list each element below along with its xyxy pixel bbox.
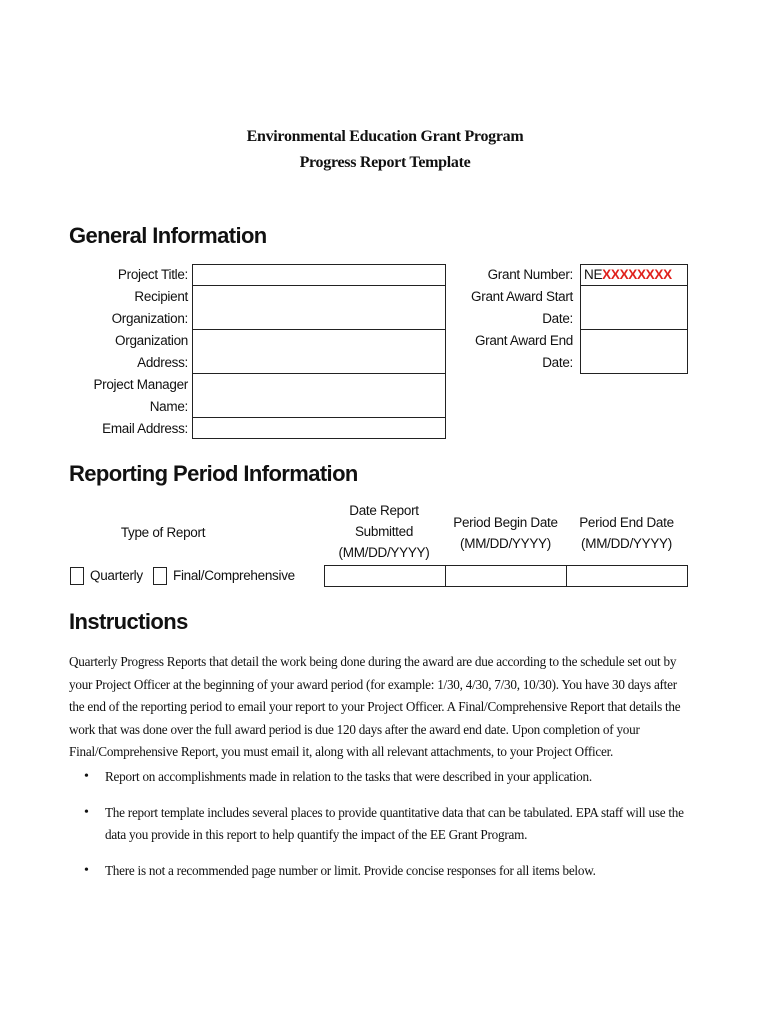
bullet-item: • The report template includes several places to provide quantitative data that can be tabulated. EPA staff will use the data you provide in this report to help quantify the impact of the EE Grant Program. bbox=[84, 802, 694, 847]
instructions-bullet-list bbox=[84, 766, 694, 895]
title-line-2: Progress Report Template bbox=[299, 154, 471, 171]
date-submitted-field[interactable] bbox=[324, 565, 446, 587]
quarterly-label: Quarterly bbox=[90, 568, 143, 583]
project-title-field[interactable] bbox=[192, 264, 446, 286]
manager-label-line2: Name: bbox=[149, 399, 188, 414]
recipient-organization-field[interactable] bbox=[192, 285, 446, 330]
reporting-period-heading: Reporting Period Information bbox=[69, 461, 358, 486]
period-end-line1: Period End Date bbox=[579, 515, 674, 530]
address-label-line1: Organization bbox=[115, 333, 188, 348]
address-label-line2: Address: bbox=[137, 355, 188, 370]
period-begin-line1: Period Begin Date bbox=[453, 515, 558, 530]
project-manager-field[interactable] bbox=[192, 373, 446, 418]
start-date-label-line2: Date: bbox=[542, 311, 573, 326]
final-comprehensive-label: Final/Comprehensive bbox=[173, 568, 295, 583]
bullet-item: • There is not a recommended page number or limit. Provide concise responses for all items below. bbox=[84, 860, 694, 883]
quarterly-checkbox[interactable] bbox=[70, 567, 84, 585]
date-submitted-line3: (MM/DD/YYYY) bbox=[338, 545, 430, 560]
project-title-label: Project Title: bbox=[117, 267, 188, 282]
bullet-item: • Report on accomplishments made in relation to the tasks that were described in your application. bbox=[84, 766, 694, 789]
title-line-1: Environmental Education Grant Program bbox=[246, 128, 524, 145]
manager-label-line1: Project Manager bbox=[93, 377, 188, 392]
start-date-label-line1: Grant Award Start bbox=[471, 289, 573, 304]
grant-end-date-field[interactable] bbox=[580, 329, 688, 374]
grant-number-label: Grant Number: bbox=[487, 267, 573, 282]
organization-address-field[interactable] bbox=[192, 329, 446, 374]
general-information-heading: General Information bbox=[69, 223, 267, 248]
grant-number-prefix: NE bbox=[584, 267, 603, 282]
final-comprehensive-checkbox[interactable] bbox=[153, 567, 167, 585]
grant-number-placeholder: XXXXXXXX bbox=[602, 267, 672, 282]
email-label: Email Address: bbox=[102, 421, 188, 436]
date-submitted-header bbox=[324, 500, 444, 563]
document-title bbox=[0, 124, 770, 176]
grant-number-field[interactable] bbox=[580, 264, 688, 286]
period-begin-header bbox=[445, 512, 566, 554]
period-begin-line2: (MM/DD/YYYY) bbox=[460, 536, 551, 551]
date-submitted-line1: Date Report bbox=[349, 503, 419, 518]
date-submitted-line2: Submitted bbox=[354, 524, 414, 539]
instructions-heading: Instructions bbox=[69, 609, 188, 634]
instructions-paragraph: Quarterly Progress Reports that detail the work being done during the award are due according to the schedule set out by your Project Officer at the beginning of your award period (for example: 1/30, 4/30, 7/30, 10/30). You have 30 days after the end of the reporting period to email your report to your Project Officer. A Final/Comprehensive Report that details the work that was done over the full award period is due 120 days after the award end date. Upon completion of your Final/Comprehensive Report, you must email it, along with all relevant attachments, to your Project Officer. bbox=[69, 654, 681, 759]
period-end-header bbox=[566, 512, 687, 554]
period-begin-field[interactable] bbox=[445, 565, 567, 587]
type-of-report-header: Type of Report bbox=[120, 525, 206, 540]
end-date-label-line1: Grant Award End bbox=[474, 333, 573, 348]
recipient-label-line1: Recipient bbox=[134, 289, 188, 304]
end-date-label-line2: Date: bbox=[542, 355, 573, 370]
period-end-line2: (MM/DD/YYYY) bbox=[581, 536, 672, 551]
recipient-label-line2: Organization: bbox=[111, 311, 188, 326]
email-address-field[interactable] bbox=[192, 417, 446, 439]
grant-start-date-field[interactable] bbox=[580, 285, 688, 330]
period-end-field[interactable] bbox=[566, 565, 688, 587]
